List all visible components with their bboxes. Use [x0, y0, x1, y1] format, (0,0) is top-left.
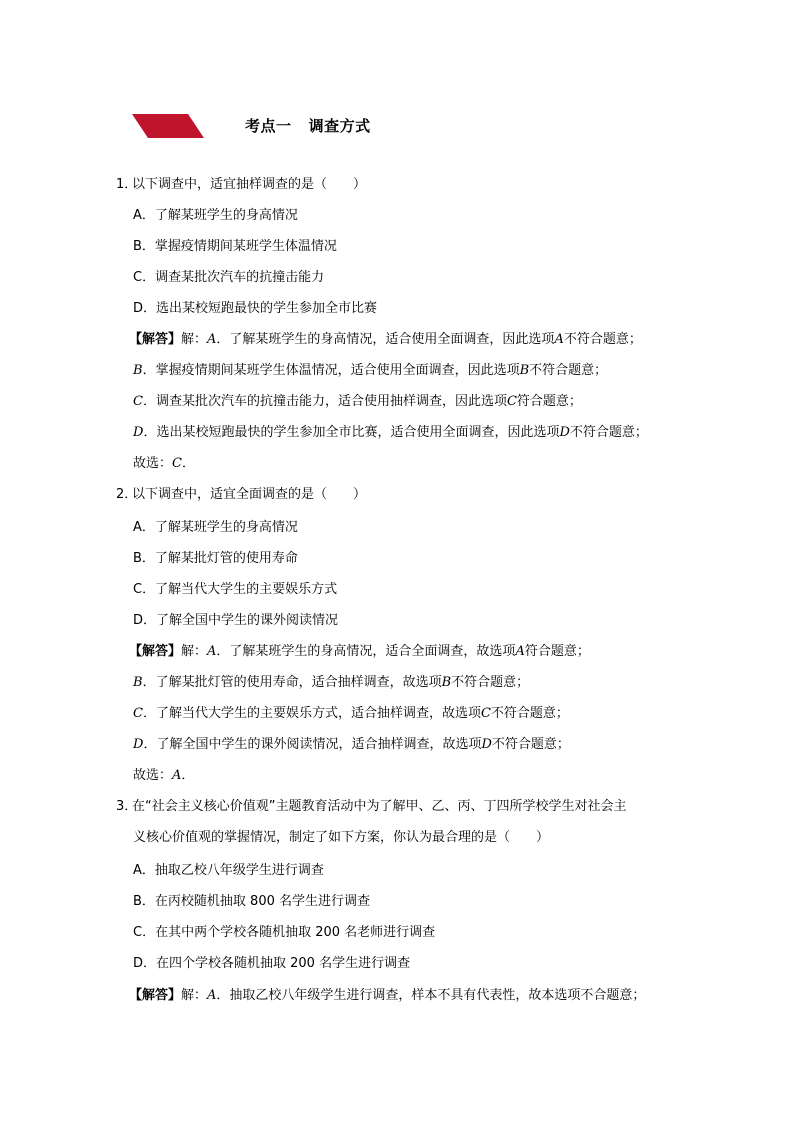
answer-tag: 【解答】 [129, 332, 182, 347]
answer-text: ．掌握疫情期间某班学生体温情况，适合使用全面调查，因此选项 [142, 363, 520, 378]
question-2-conclusion [133, 767, 194, 785]
answer-letter: B [133, 363, 143, 378]
answer-result: 不符合题意； [563, 332, 642, 347]
answer-letter: D [133, 425, 144, 440]
question-3-option-a: A．抽取乙校八年级学生进行调查 [133, 863, 324, 878]
answer-ref: B [519, 363, 530, 378]
question-2-answer-line-b [133, 674, 529, 692]
question-1-answer-line-b [133, 362, 607, 380]
question-3-stem-line2: 义核心价值观的掌握情况，制定了如下方案，你认为最合理的是（ ） [133, 830, 550, 845]
conclusion-prefix: 故选： [133, 768, 173, 783]
conclusion-suffix: ． [181, 456, 195, 471]
question-2-option-b: B．了解某批灯管的使用寿命 [133, 551, 298, 566]
conclusion-letter: C [172, 456, 182, 471]
question-number: 3． [116, 799, 138, 814]
answer-letter: A [207, 644, 217, 659]
section-banner-icon [132, 114, 204, 138]
conclusion-letter: A [172, 768, 182, 783]
answer-result: 不符合题意； [490, 706, 569, 721]
answer-result: 不符合题意； [451, 675, 530, 690]
answer-letter: C [133, 394, 143, 409]
question-number: 2． [116, 487, 138, 502]
section-title: 考点一 调查方式 [245, 117, 371, 135]
question-text: 以下调查中，适宜全面调查的是（ ） [132, 487, 367, 502]
answer-ref: D [481, 737, 492, 752]
question-3-option-d: D．在四个学校各随机抽取 200 名学生进行调查 [133, 956, 411, 971]
answer-letter: D [133, 737, 144, 752]
answer-text: ．了解某班学生的身高情况，适合使用全面调查，因此选项 [216, 332, 555, 347]
answer-text: ．选出某校短跑最快的学生参加全市比赛，适合使用全面调查，因此选项 [143, 425, 560, 440]
answer-letter: A [207, 988, 217, 1003]
answer-text: ．了解当代大学生的主要娱乐方式，适合抽样调查，故选项 [142, 706, 481, 721]
question-3-option-b: B．在丙校随机抽取 800 名学生进行调查 [133, 894, 370, 909]
question-1-conclusion [133, 455, 195, 473]
answer-letter: A [207, 332, 217, 347]
question-1-option-a: A．了解某班学生的身高情况 [133, 208, 298, 223]
question-1-option-b: B．掌握疫情期间某班学生体温情况 [133, 239, 337, 254]
question-2-option-d: D．了解全国中学生的课外阅读情况 [133, 613, 339, 628]
question-number: 1． [116, 177, 138, 192]
answer-intro: 解： [181, 988, 208, 1003]
answer-ref: B [441, 675, 452, 690]
question-text: 在“社会主义核心价值观”主题教育活动中为了解甲、乙、丙、丁四所学校学生对社会主 [132, 799, 627, 814]
question-1-answer-line-a [129, 331, 642, 349]
question-2-option-a: A．了解某班学生的身高情况 [133, 520, 298, 535]
question-2-answer-line-c [133, 705, 569, 723]
question-3-answer-line-a [129, 987, 645, 1005]
answer-intro: 解： [181, 332, 208, 347]
question-1-stem [116, 176, 366, 194]
question-2-stem [116, 486, 366, 504]
answer-result: 符合题意； [516, 394, 582, 409]
answer-ref: D [559, 425, 570, 440]
question-2-answer-line-d [133, 736, 570, 754]
answer-text: ．调查某批次汽车的抗撞击能力，适合使用抽样调查，因此选项 [142, 394, 507, 409]
answer-text: ．抽取乙校八年级学生进行调查，样本不具有代表性，故本选项不合题意； [216, 988, 646, 1003]
answer-text: ．了解某批灯管的使用寿命，适合抽样调查，故选项 [142, 675, 442, 690]
answer-tag: 【解答】 [129, 644, 182, 659]
answer-result: 不符合题意； [529, 363, 608, 378]
answer-ref: A [515, 644, 525, 659]
answer-text: ．了解全国中学生的课外阅读情况，适合抽样调查，故选项 [143, 737, 482, 752]
question-1-option-d: D．选出某校短跑最快的学生参加全市比赛 [133, 301, 378, 316]
conclusion-prefix: 故选： [133, 456, 173, 471]
answer-letter: C [133, 706, 143, 721]
answer-ref: C [506, 394, 517, 409]
answer-result: 符合题意； [524, 644, 590, 659]
question-1-option-c: C．调查某批次汽车的抗撞击能力 [133, 270, 325, 285]
question-1-answer-line-d [133, 424, 648, 442]
answer-intro: 解： [181, 644, 208, 659]
question-2-option-c: C．了解当代大学生的主要娱乐方式 [133, 582, 338, 597]
question-3-stem-line1 [116, 798, 626, 816]
question-1-answer-line-c [133, 393, 582, 411]
answer-text: ．了解某班学生的身高情况，适合全面调查，故选项 [216, 644, 516, 659]
conclusion-suffix: ． [181, 768, 195, 783]
answer-result: 不符合题意； [569, 425, 648, 440]
answer-ref: A [554, 332, 564, 347]
question-2-answer-line-a [129, 643, 590, 661]
answer-ref: C [480, 706, 491, 721]
question-text: 以下调查中，适宜抽样调查的是（ ） [132, 177, 367, 192]
answer-result: 不符合题意； [491, 737, 570, 752]
answer-tag: 【解答】 [129, 988, 182, 1003]
question-3-option-c: C．在其中两个学校各随机抽取 200 名老师进行调查 [133, 925, 436, 940]
answer-letter: B [133, 675, 143, 690]
